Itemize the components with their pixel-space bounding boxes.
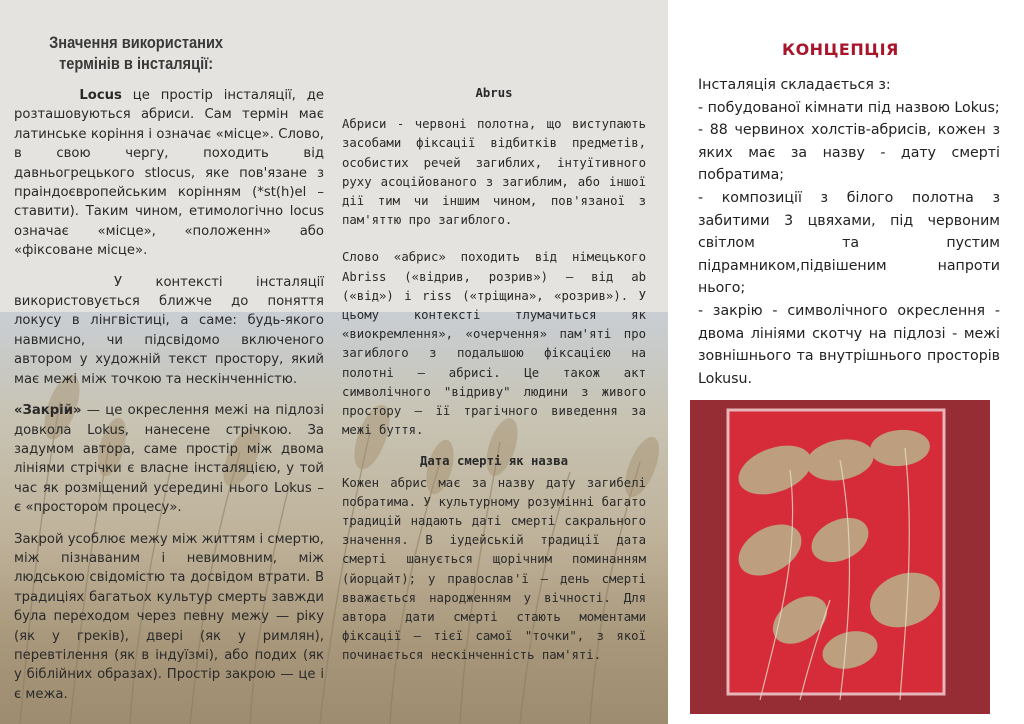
locus-paragraph [14,86,324,261]
locus-context [14,273,324,389]
abrus-etymology: Слово «абрис» походить від німецького Abriss («відрив, розрив») — від ab («від») і riss («тріщина», «розрив»). У цьому контексті тлумачиться як «виокремлення», «очерчення» пам'яті про загиблого з подальшою фіксацією на полотні — абрисі. Це також акт символічного "відриву" людини з живого простору — її трагічного виведення за межі буття. [342,250,646,438]
locus-text: це простір інсталяції, де розташовуються абриси. Сам термін має латинське коріння і означає «місце». Слово, в свою чергу, походить від давньогрецького stlocus, яке пов'язане з праіндоєвропейським корінням (*st(h)el – ставити). Таким чином, етимологічно locus означає «місце», «положенн» або «фіксоване місце». [14,88,324,259]
concept-title: КОНЦЕПЦІЯ [782,40,899,59]
abrus-column [342,84,646,678]
zakriy-more: Закрой усоблює межу між життям і смертю, між пізнаваним і невимовним, між людською свідомістю та досвідом втрати. В традиціях багатьох культур смерть завжди була переходом через певну межу — ріку (як у греків), двері (як у римлян), перевтілення (як в індуїзмі), або подих (як у біблійних образах). Простір закрою — це і є межа. [14,531,324,702]
terms-column [14,86,324,716]
concept-item: - 88 червинох холстів-абрисів, кожен з яких має за назву - дату смерті побратима; [698,122,1000,184]
concept-panel [690,0,1010,724]
zakriy-text: — це окреслення межі на підлозі довкола Lokus, нанесене стрічкою. За задумом автора, саме простір між двома лініями стрічки є власне інсталяцією, у той час як розміщений усередині нього Lokus – є «простором процесу». [14,403,324,516]
zakriy-term: «Закрій» [14,403,82,419]
abrus-title: Abrus [475,86,513,100]
concept-item: - композиції з білого полотна з забитими 3 цвяхами, під червоним світлом та пустим підрамником,підвішеним напроти нього; [698,189,1000,297]
date-text: Кожен абрис має за назву дату загибелі побратима. У культурному розумінні багато традицій надають даті смерті сакрального значення. В іудейській традиції дата смерті шанується щорічним поминанням (йорцайт); у православ'ї — день смерті вважається народженням у вічності. Для автора дати смерті стають моментами фіксації — тієї самої "точки", з якої починається нескінченність пам'яті. [342,475,646,663]
date-title: Дата смерті як назва [419,454,569,469]
concept-item: - закрію - символічного окреслення - двома лініями скотчу на підлозі - межі зовнішнього та внутрішнього просторів Lokusu. [698,302,1000,387]
concept-body [698,74,1000,390]
red-canvas-illustration [690,400,990,714]
concept-item: - побудованої кімнати під назвою Lokus; [698,99,1000,116]
concept-intro: Інсталяція складається з: [698,77,891,93]
locus-context-text: У контексті інсталяції використовується ближче до поняття локусу в лінгвістиці, а саме: будь-якого навмисно, чи підсвідомо включеного автором у художній текст простору, який має межі між точкою та нескінченністю. [14,274,324,387]
locus-term: Locus [79,88,122,103]
abrus-text: Абриси - червоні полотна, що виступають засобами фіксації відбитків предметів, особистих речей загиблих, інтуїтивного руху асоційованого з загиблим, або іншої дії тим чи іншим чином, пов'язаної з пам'яттю про загиблого. [342,117,646,228]
installation-photo [690,400,990,714]
terms-title: Значення використаних термінів в інсталяції: [49,33,224,73]
zakriy-paragraph [14,401,324,517]
